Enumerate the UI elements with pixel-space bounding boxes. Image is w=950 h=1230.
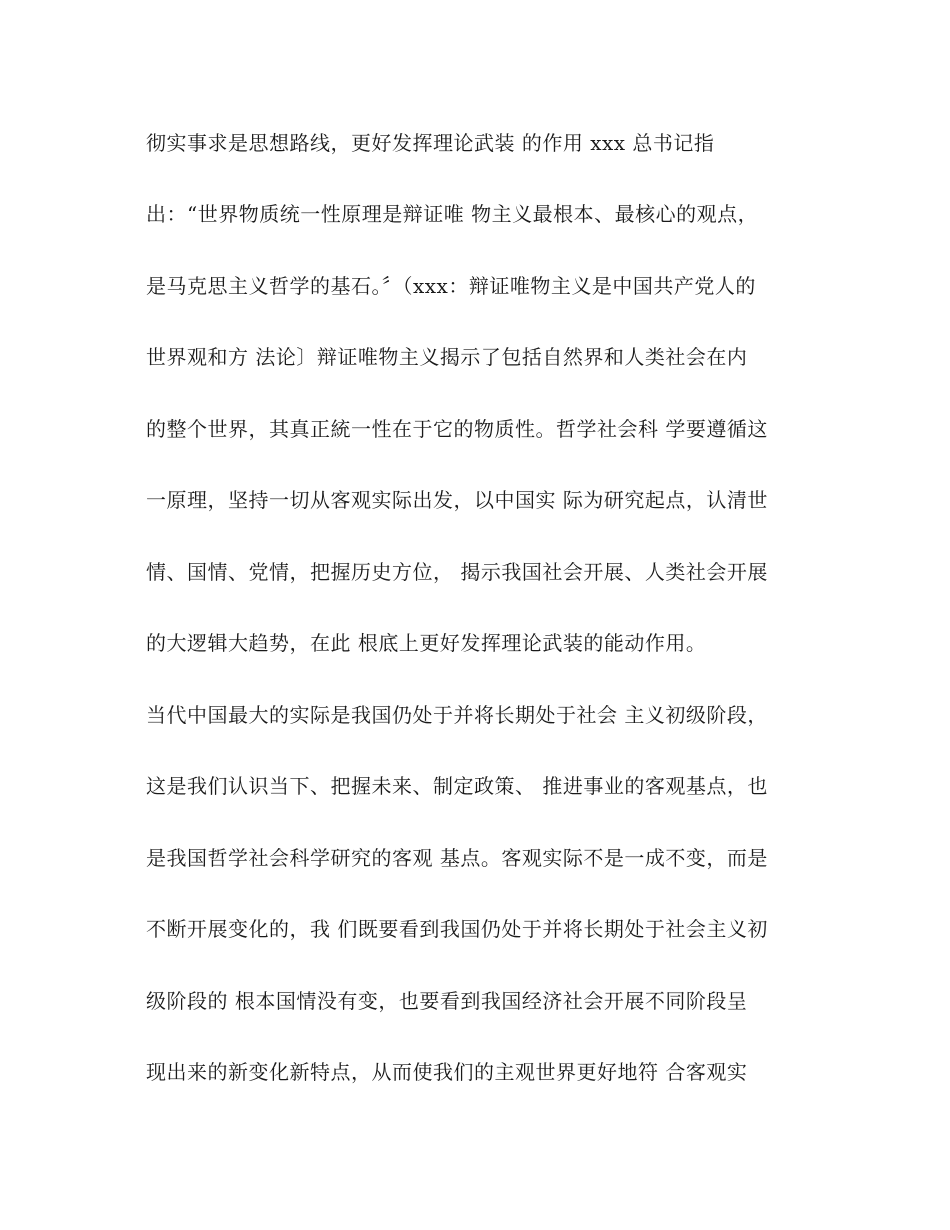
text-line-9: 当代中国最大的实际是我国仍处于并将长期处于社会 主义初级阶段， (146, 703, 768, 727)
text-line-11: 是我国哲学社会科学研究的客观 基点。客观实际不是一成不变，而是 (146, 846, 768, 870)
text-line-3: 是马克思主义哲学的基石。〞（xxx：辩证唯物主义是中国共产党人的 (146, 274, 756, 298)
text-line-4: 世界观和方 法论〕辩证唯物主义揭示了包括自然界和人类社会在内 (146, 345, 748, 369)
text-line-1: 彻实事求是思想路线，更好发挥理论武装 的作用 xxx 总书记指 (146, 131, 715, 155)
text-line-5: 的整个世界，其真正統一性在于它的物质性。哲学社会科 学要遵循这 (146, 417, 768, 441)
text-line-7: 情、国情、党情，把握历史方位， 揭示我国社会开展、人类社会开展 (146, 560, 768, 584)
text-line-6: 一原理，坚持一切从客观实际出发，以中国实 际为研究起点，认清世 (146, 488, 768, 512)
text-line-10: 这是我们认识当下、把握未来、制定政策、 推进事业的客观基点，也 (146, 774, 768, 798)
text-line-8: 的大逻辑大趋势，在此 根底上更好发挥理论武装的能动作用。 (146, 631, 707, 655)
text-line-14: 现出来的新变化新特点，从而使我们的主观世界更好地符 合客观实 (146, 1060, 748, 1084)
text-line-12: 不断开展变化的，我 们既要看到我国仍处于并将长期处于社会主义初 (146, 917, 768, 941)
text-line-2: 出：“世界物质统一性原理是辩证唯 物主义最根本、最核心的观点， (146, 202, 759, 226)
text-line-13: 级阶段的 根本国情没有变，也要看到我国经济社会开展不同阶段呈 (146, 989, 748, 1013)
